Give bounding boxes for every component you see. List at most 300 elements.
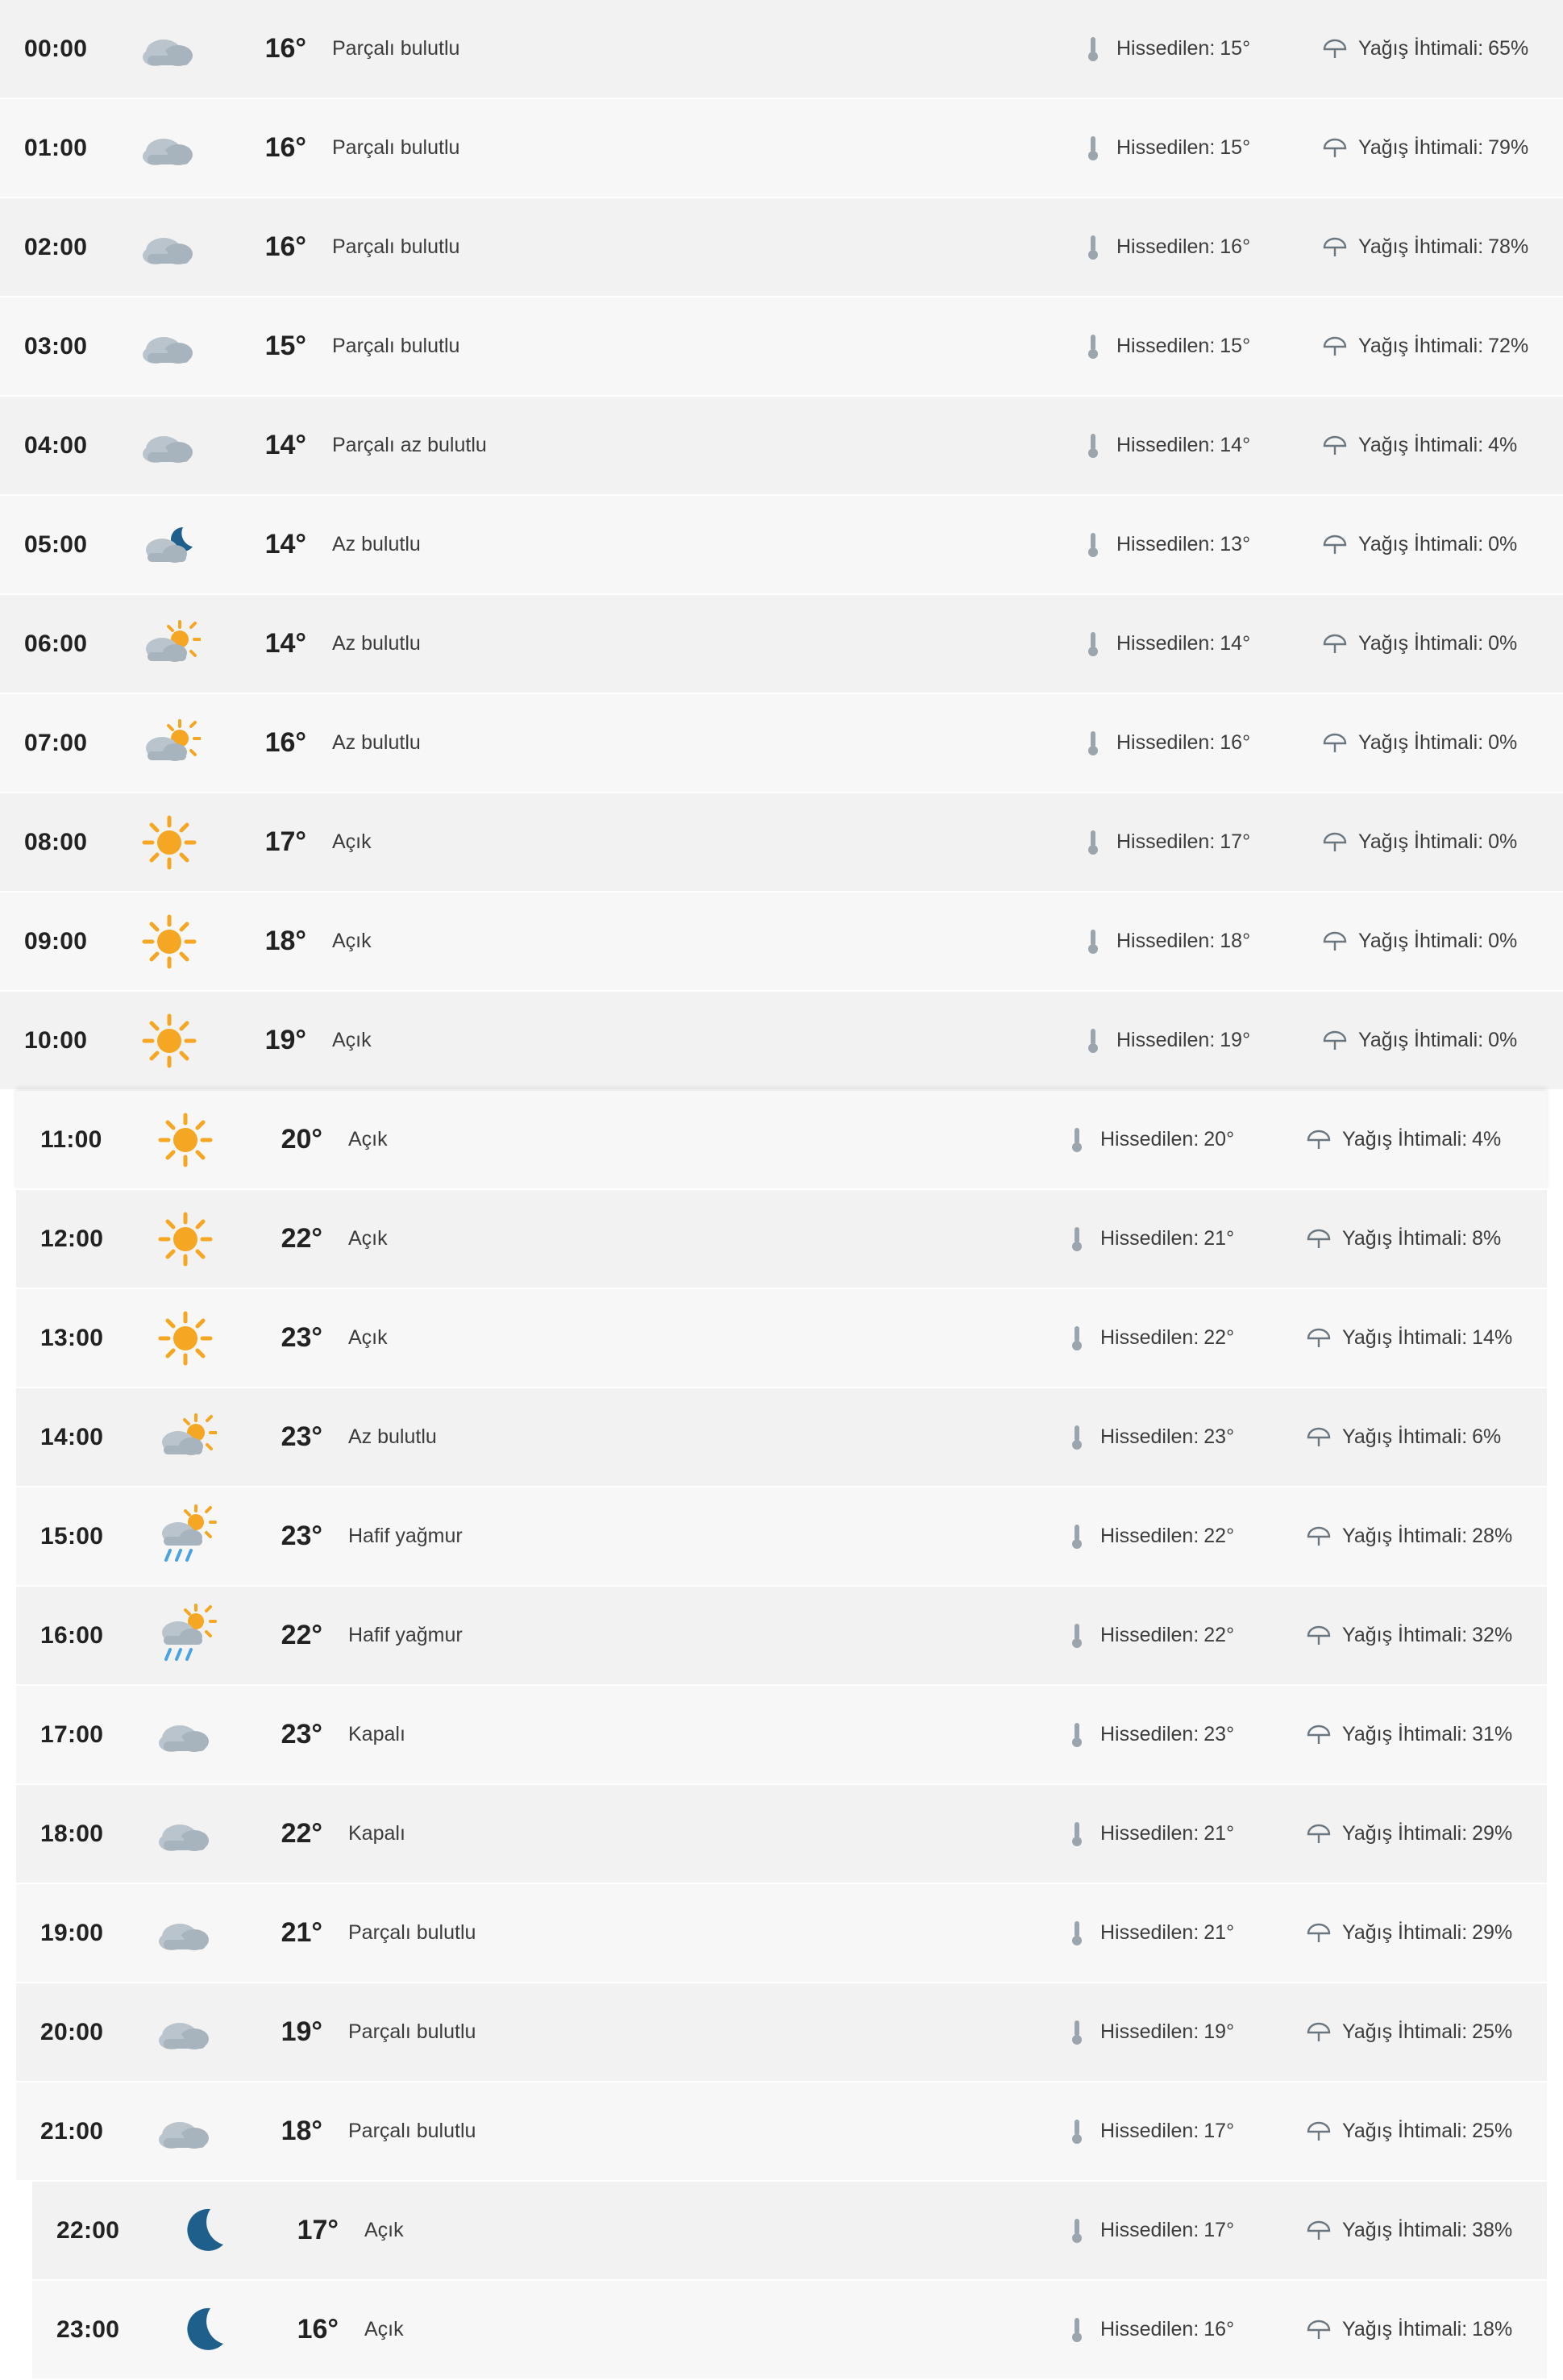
rain-chance-value: 18% — [1472, 2318, 1513, 2340]
feels-like-label: Hissedilen: — [1100, 1525, 1199, 1547]
feels-like-value: 23° — [1203, 1723, 1235, 1745]
cloudy-icon — [137, 2010, 234, 2055]
thermometer-icon — [1063, 1126, 1091, 1155]
feels-like-group — [1063, 1225, 1305, 1254]
feels-like-label: Hissedilen: — [1116, 632, 1216, 655]
feels-like-label: Hissedilen: — [1116, 533, 1216, 555]
sunny-icon — [121, 1013, 218, 1069]
umbrella-icon — [1305, 2319, 1332, 2341]
feels-like-label: Hissedilen: — [1100, 1624, 1199, 1646]
rain-chance-group — [1305, 1624, 1547, 1647]
feels-like-label: Hissedilen: — [1100, 1326, 1199, 1349]
hour-row[interactable] — [16, 1190, 1547, 1289]
hour-row[interactable] — [16, 1983, 1547, 2082]
rain-chance-group — [1305, 1822, 1547, 1845]
rain-chance-label: Yağış İhtimali: — [1358, 533, 1484, 555]
feels-like-group — [1063, 1126, 1305, 1155]
feels-like-group — [1079, 531, 1321, 560]
rain-chance-group — [1305, 2120, 1547, 2143]
feels-like-label: Hissedilen: — [1100, 2120, 1199, 2142]
rain-chance-label: Yağış İhtimali: — [1342, 1624, 1468, 1646]
hour-condition: Parçalı bulutlu — [332, 136, 460, 159]
hour-row[interactable] — [16, 1388, 1547, 1488]
moon-icon — [153, 2303, 250, 2357]
umbrella-icon — [1305, 1823, 1332, 1845]
feels-like-label: Hissedilen: — [1116, 731, 1216, 754]
rain-chance-label: Yağış İhtimali: — [1358, 731, 1484, 754]
thermometer-icon — [1063, 1820, 1091, 1849]
feels-like-value: 17° — [1203, 2219, 1235, 2241]
umbrella-icon — [1305, 1426, 1332, 1449]
rain-chance-label: Yağış İhtimali: — [1342, 1227, 1468, 1250]
hour-temperature: 15° — [264, 331, 306, 361]
hour-time: 05:00 — [24, 531, 88, 558]
hour-condition: Az bulutlu — [348, 1425, 437, 1448]
feels-like-value: 15° — [1220, 335, 1251, 357]
hour-row[interactable] — [0, 0, 1563, 99]
rain-chance-group — [1321, 632, 1563, 655]
thermometer-icon — [1063, 1919, 1091, 1948]
umbrella-icon — [1305, 1724, 1332, 1746]
thermometer-icon — [1079, 531, 1107, 560]
rain-chance-value: 25% — [1472, 2120, 1513, 2142]
hour-condition: Açık — [332, 1029, 372, 1051]
rain-chance-group — [1305, 2219, 1547, 2242]
feels-like-value: 19° — [1203, 2020, 1235, 2043]
rain-chance-label: Yağış İhtimali: — [1342, 2020, 1468, 2043]
rain-chance-value: 38% — [1472, 2219, 1513, 2241]
hour-row[interactable] — [0, 793, 1563, 892]
cloudy-icon — [121, 126, 218, 171]
rain-chance-label: Yağış İhtimali: — [1342, 1921, 1468, 1944]
moon-icon — [153, 2204, 250, 2257]
hour-temperature: 16° — [264, 727, 306, 758]
hour-temperature: 21° — [281, 1917, 322, 1948]
cloudy-icon — [121, 27, 218, 72]
rain-chance-label: Yağış İhtimali: — [1342, 2219, 1468, 2241]
hour-row[interactable] — [0, 298, 1563, 397]
hour-condition: Kapalı — [348, 1822, 405, 1845]
feels-like-label: Hissedilen: — [1100, 2020, 1199, 2043]
rain-chance-label: Yağış İhtimali: — [1342, 1525, 1468, 1547]
hour-time: 07:00 — [24, 729, 88, 756]
feels-like-label: Hissedilen: — [1116, 930, 1216, 952]
hour-condition: Az bulutlu — [332, 632, 421, 655]
feels-like-value: 19° — [1220, 1029, 1251, 1051]
rain-chance-group — [1305, 1128, 1547, 1151]
rain-chance-group — [1321, 434, 1563, 457]
thermometer-icon — [1063, 2316, 1091, 2345]
umbrella-icon — [1321, 435, 1349, 457]
umbrella-icon — [1321, 534, 1349, 556]
feels-like-group — [1063, 1919, 1305, 1948]
rain-chance-label: Yağış İhtimali: — [1358, 37, 1484, 60]
feels-like-group — [1063, 2018, 1305, 2047]
thermometer-icon — [1079, 927, 1107, 956]
rain-chance-label: Yağış İhtimali: — [1342, 1326, 1468, 1349]
hour-row[interactable] — [0, 595, 1563, 694]
feels-like-label: Hissedilen: — [1116, 136, 1216, 159]
hour-temperature: 20° — [281, 1124, 322, 1155]
rain-chance-group — [1305, 1425, 1547, 1449]
rain-chance-group — [1305, 1921, 1547, 1945]
hour-time: 16:00 — [40, 1621, 104, 1649]
hour-row[interactable] — [0, 694, 1563, 793]
rain-chance-group — [1321, 335, 1563, 358]
hour-condition: Parçalı az bulutlu — [332, 434, 487, 456]
umbrella-icon — [1321, 1030, 1349, 1052]
rain-chance-group — [1321, 1029, 1563, 1052]
feels-like-group — [1063, 1423, 1305, 1452]
feels-like-group — [1079, 332, 1321, 361]
umbrella-icon — [1321, 831, 1349, 854]
umbrella-icon — [1321, 137, 1349, 160]
hour-temperature: 14° — [264, 529, 306, 560]
hour-time: 06:00 — [24, 630, 88, 657]
hour-condition: Parçalı bulutlu — [332, 335, 460, 357]
rain-chance-group — [1305, 2020, 1547, 2044]
rain-chance-group — [1305, 1525, 1547, 1548]
hour-time: 22:00 — [56, 2216, 120, 2244]
sunny-icon — [121, 913, 218, 970]
umbrella-icon — [1321, 38, 1349, 60]
hour-condition: Açık — [348, 1227, 388, 1250]
sun-behind-rain-cloud-icon — [137, 1504, 234, 1569]
rain-chance-value: 8% — [1472, 1227, 1502, 1250]
feels-like-group — [1079, 35, 1321, 64]
umbrella-icon — [1321, 930, 1349, 953]
feels-like-label: Hissedilen: — [1100, 1921, 1199, 1944]
feels-like-group — [1063, 1721, 1305, 1750]
hour-condition: Parçalı bulutlu — [348, 1921, 476, 1944]
rain-chance-value: 28% — [1472, 1525, 1513, 1547]
rain-chance-value: 6% — [1472, 1425, 1502, 1448]
hour-time: 04:00 — [24, 431, 88, 459]
feels-like-group — [1063, 2316, 1305, 2345]
rain-chance-group — [1305, 1723, 1547, 1746]
sunny-icon — [137, 1211, 234, 1267]
feels-like-value: 20° — [1203, 1128, 1235, 1150]
cloudy-icon — [121, 225, 218, 270]
hour-time: 08:00 — [24, 828, 88, 855]
rain-chance-group — [1305, 1227, 1547, 1250]
feels-like-group — [1079, 729, 1321, 758]
feels-like-value: 15° — [1220, 37, 1251, 60]
hour-row[interactable] — [16, 1686, 1547, 1785]
thermometer-icon — [1063, 1423, 1091, 1452]
thermometer-icon — [1063, 1225, 1091, 1254]
hour-condition: Açık — [332, 830, 372, 853]
hour-temperature: 23° — [281, 1719, 322, 1750]
rain-chance-label: Yağış İhtimali: — [1342, 1723, 1468, 1745]
hour-time: 12:00 — [40, 1225, 104, 1252]
hour-time: 10:00 — [24, 1026, 88, 1054]
hour-row[interactable] — [16, 1289, 1547, 1388]
feels-like-group — [1079, 828, 1321, 857]
rain-chance-label: Yağış İhtimali: — [1358, 632, 1484, 655]
hour-temperature: 14° — [264, 628, 306, 659]
feels-like-label: Hissedilen: — [1116, 235, 1216, 258]
hour-temperature: 16° — [264, 33, 306, 64]
rain-chance-group — [1321, 731, 1563, 755]
rain-chance-value: 25% — [1472, 2020, 1513, 2043]
rain-chance-value: 0% — [1488, 632, 1518, 655]
hour-temperature: 17° — [297, 2215, 339, 2245]
hour-row[interactable] — [0, 496, 1563, 595]
rain-chance-value: 0% — [1488, 731, 1518, 754]
hour-temperature: 16° — [264, 132, 306, 163]
feels-like-value: 14° — [1220, 632, 1251, 655]
hour-temperature: 19° — [264, 1025, 306, 1055]
rain-chance-label: Yağış İhtimali: — [1342, 2318, 1468, 2340]
hour-time: 13:00 — [40, 1324, 104, 1351]
umbrella-icon — [1305, 2120, 1332, 2143]
feels-like-value: 21° — [1203, 1227, 1235, 1250]
feels-like-group — [1063, 2216, 1305, 2245]
thermometer-icon — [1079, 332, 1107, 361]
thermometer-icon — [1079, 630, 1107, 659]
rain-chance-value: 14% — [1472, 1326, 1513, 1349]
cloudy-icon — [137, 1812, 234, 1857]
rain-chance-label: Yağış İhtimali: — [1342, 1128, 1468, 1150]
hour-row[interactable] — [32, 2281, 1547, 2380]
hour-row[interactable] — [16, 1884, 1547, 1983]
umbrella-icon — [1321, 236, 1349, 259]
hour-condition: Açık — [364, 2219, 404, 2241]
rain-chance-value: 4% — [1488, 434, 1518, 456]
feels-like-label: Hissedilen: — [1100, 2318, 1199, 2340]
hour-temperature: 23° — [281, 1521, 322, 1551]
rain-chance-label: Yağış İhtimali: — [1358, 434, 1484, 456]
rain-chance-label: Yağış İhtimali: — [1358, 235, 1484, 258]
rain-chance-group — [1305, 1326, 1547, 1350]
hour-condition: Açık — [348, 1128, 388, 1150]
umbrella-icon — [1305, 1625, 1332, 1647]
hour-row[interactable] — [32, 2182, 1547, 2281]
thermometer-icon — [1063, 2018, 1091, 2047]
hour-temperature: 22° — [281, 1818, 322, 1849]
feels-like-value: 16° — [1203, 2318, 1235, 2340]
feels-like-group — [1079, 431, 1321, 460]
cloudy-icon — [121, 324, 218, 369]
umbrella-icon — [1305, 1228, 1332, 1250]
hour-temperature: 16° — [297, 2314, 339, 2345]
thermometer-icon — [1079, 35, 1107, 64]
hour-time: 11:00 — [40, 1126, 102, 1153]
night-partly-cloudy-icon — [121, 519, 218, 571]
rain-chance-group — [1321, 37, 1563, 60]
hour-row[interactable] — [0, 397, 1563, 496]
rain-chance-value: 4% — [1472, 1128, 1502, 1150]
hour-condition: Parçalı bulutlu — [348, 2120, 476, 2142]
rain-chance-label: Yağış İhtimali: — [1342, 1425, 1468, 1448]
rain-chance-value: 0% — [1488, 533, 1518, 555]
hour-row[interactable] — [16, 2082, 1547, 2182]
hour-temperature: 18° — [281, 2116, 322, 2146]
cloudy-icon — [137, 1911, 234, 1956]
thermometer-icon — [1079, 729, 1107, 758]
rain-chance-value: 0% — [1488, 930, 1518, 952]
feels-like-label: Hissedilen: — [1100, 2219, 1199, 2241]
hour-condition: Parçalı bulutlu — [332, 37, 460, 60]
umbrella-icon — [1305, 1922, 1332, 1945]
feels-like-label: Hissedilen: — [1100, 1425, 1199, 1448]
feels-like-label: Hissedilen: — [1100, 1723, 1199, 1745]
hour-time: 20:00 — [40, 2018, 104, 2045]
hour-time: 03:00 — [24, 332, 88, 360]
thermometer-icon — [1079, 431, 1107, 460]
thermometer-icon — [1063, 1721, 1091, 1750]
feels-like-label: Hissedilen: — [1100, 1822, 1199, 1845]
hour-row[interactable] — [0, 892, 1563, 992]
cloudy-icon — [137, 1712, 234, 1758]
feels-like-group — [1063, 1324, 1305, 1353]
rain-chance-group — [1321, 533, 1563, 556]
feels-like-value: 13° — [1220, 533, 1251, 555]
feels-like-group — [1079, 134, 1321, 163]
rain-chance-value: 32% — [1472, 1624, 1513, 1646]
rain-chance-value: 65% — [1488, 37, 1529, 60]
rain-chance-value: 79% — [1488, 136, 1529, 159]
hour-time: 21:00 — [40, 2117, 104, 2145]
hour-condition: Az bulutlu — [332, 731, 421, 754]
feels-like-value: 16° — [1220, 731, 1251, 754]
feels-like-group — [1063, 1820, 1305, 1849]
feels-like-label: Hissedilen: — [1116, 37, 1216, 60]
sunny-icon — [137, 1310, 234, 1367]
hour-time: 19:00 — [40, 1919, 104, 1946]
rain-chance-value: 72% — [1488, 335, 1529, 357]
hour-time: 01:00 — [24, 134, 88, 161]
feels-like-label: Hissedilen: — [1116, 434, 1216, 456]
hour-temperature: 17° — [264, 826, 306, 857]
sun-behind-cloud-icon — [121, 718, 218, 769]
feels-like-group — [1063, 2117, 1305, 2146]
thermometer-icon — [1063, 1522, 1091, 1551]
feels-like-value: 18° — [1220, 930, 1251, 952]
hour-row[interactable] — [16, 1091, 1547, 1190]
hour-temperature: 23° — [281, 1322, 322, 1353]
rain-chance-group — [1321, 136, 1563, 160]
cloudy-icon — [137, 2109, 234, 2154]
rain-chance-value: 29% — [1472, 1822, 1513, 1845]
hour-condition: Açık — [364, 2318, 404, 2340]
hour-row[interactable] — [0, 99, 1563, 198]
cloudy-icon — [121, 423, 218, 468]
feels-like-label: Hissedilen: — [1116, 830, 1216, 853]
sunny-icon — [137, 1112, 234, 1168]
hour-temperature: 22° — [281, 1223, 322, 1254]
hour-condition: Hafif yağmur — [348, 1525, 463, 1547]
feels-like-label: Hissedilen: — [1100, 1227, 1199, 1250]
feels-like-value: 23° — [1203, 1425, 1235, 1448]
thermometer-icon — [1063, 2216, 1091, 2245]
rain-chance-label: Yağış İhtimali: — [1358, 335, 1484, 357]
feels-like-label: Hissedilen: — [1100, 1128, 1199, 1150]
hour-temperature: 22° — [281, 1620, 322, 1650]
feels-like-value: 22° — [1203, 1326, 1235, 1349]
feels-like-value: 21° — [1203, 1921, 1235, 1944]
rain-chance-group — [1305, 2318, 1547, 2341]
rain-chance-value: 0% — [1488, 830, 1518, 853]
thermometer-icon — [1079, 828, 1107, 857]
hour-temperature: 19° — [281, 2016, 322, 2047]
feels-like-group — [1079, 927, 1321, 956]
hour-condition: Kapalı — [348, 1723, 405, 1745]
umbrella-icon — [1305, 2220, 1332, 2242]
thermometer-icon — [1063, 1621, 1091, 1650]
thermometer-icon — [1079, 1026, 1107, 1055]
feels-like-group — [1079, 1026, 1321, 1055]
hour-temperature: 14° — [264, 430, 306, 460]
feels-like-value: 21° — [1203, 1822, 1235, 1845]
hour-row[interactable] — [16, 1488, 1547, 1587]
rain-chance-label: Yağış İhtimali: — [1358, 1029, 1484, 1051]
umbrella-icon — [1305, 1129, 1332, 1151]
umbrella-icon — [1305, 1525, 1332, 1548]
rain-chance-value: 78% — [1488, 235, 1529, 258]
feels-like-value: 16° — [1220, 235, 1251, 258]
umbrella-icon — [1321, 633, 1349, 655]
feels-like-value: 17° — [1203, 2120, 1235, 2142]
feels-like-group — [1079, 233, 1321, 262]
hour-time: 23:00 — [56, 2316, 120, 2343]
thermometer-icon — [1063, 2117, 1091, 2146]
hour-row[interactable] — [0, 198, 1563, 298]
hour-temperature: 23° — [281, 1421, 322, 1452]
hour-time: 14:00 — [40, 1423, 104, 1450]
feels-like-label: Hissedilen: — [1116, 1029, 1216, 1051]
umbrella-icon — [1305, 2021, 1332, 2044]
hour-time: 17:00 — [40, 1721, 104, 1748]
sunny-icon — [121, 814, 218, 871]
rain-chance-value: 29% — [1472, 1921, 1513, 1944]
feels-like-value: 22° — [1203, 1624, 1235, 1646]
feels-like-group — [1079, 630, 1321, 659]
hour-row[interactable] — [0, 992, 1563, 1091]
hour-time: 15:00 — [40, 1522, 104, 1550]
sun-behind-cloud-icon — [121, 618, 218, 670]
thermometer-icon — [1063, 1324, 1091, 1353]
feels-like-label: Hissedilen: — [1116, 335, 1216, 357]
umbrella-icon — [1305, 1327, 1332, 1350]
feels-like-value: 22° — [1203, 1525, 1235, 1547]
feels-like-value: 15° — [1220, 136, 1251, 159]
rain-chance-label: Yağış İhtimali: — [1342, 1822, 1468, 1845]
feels-like-value: 17° — [1220, 830, 1251, 853]
rain-chance-value: 0% — [1488, 1029, 1518, 1051]
hour-time: 00:00 — [24, 35, 88, 62]
hour-temperature: 16° — [264, 231, 306, 262]
hour-row[interactable] — [16, 1587, 1547, 1686]
feels-like-group — [1063, 1522, 1305, 1551]
rain-chance-group — [1321, 930, 1563, 953]
hour-time: 02:00 — [24, 233, 88, 260]
sun-behind-rain-cloud-icon — [137, 1604, 234, 1668]
feels-like-group — [1063, 1621, 1305, 1650]
rain-chance-label: Yağış İhtimali: — [1358, 930, 1484, 952]
rain-chance-label: Yağış İhtimali: — [1358, 830, 1484, 853]
hour-row[interactable] — [16, 1785, 1547, 1884]
umbrella-icon — [1321, 732, 1349, 755]
rain-chance-label: Yağış İhtimali: — [1342, 2120, 1468, 2142]
sun-behind-cloud-icon — [137, 1412, 234, 1463]
thermometer-icon — [1079, 134, 1107, 163]
rain-chance-group — [1321, 235, 1563, 259]
rain-chance-value: 31% — [1472, 1723, 1513, 1745]
hour-condition: Açık — [332, 930, 372, 952]
hour-condition: Parçalı bulutlu — [348, 2020, 476, 2043]
